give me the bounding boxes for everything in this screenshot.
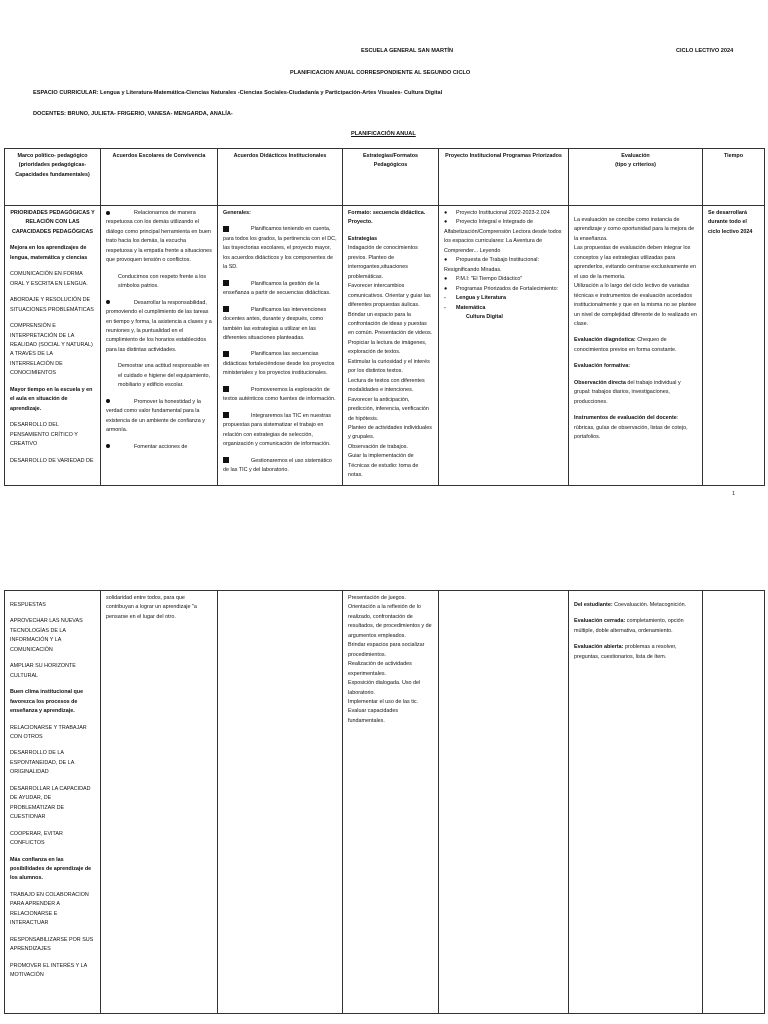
cell-acuerdos-didacticos-cont <box>218 591 343 1014</box>
estrategias-item: Guiar la implementación de Técnicas de estudio: toma de notas. <box>348 453 419 479</box>
estrategias-heading: Estrategias <box>348 235 378 242</box>
bullet-icon <box>106 211 110 215</box>
cell-proyecto <box>439 206 569 486</box>
cell-evaluacion-cont <box>569 591 703 1014</box>
evaluacion-estudiante: Del estudiante: Coevaluación. Metacognición. <box>574 602 687 608</box>
proyecto-item: ● Programas Priorizados de Fortalecimiento: <box>444 285 563 294</box>
didacticos-item: Planificamos las intervenciones docentes antes, durante y después, como también las estrategias a utilizar en las diferentes situaciones planteadas. <box>223 306 327 341</box>
didacticos-item: Planificamos las secuencias didácticas fortaleciéndose desde los proyectos ministeriales y los proyectos institucionales. <box>223 351 335 377</box>
square-bullet-icon <box>223 226 229 232</box>
marco-item: DESARROLLAR LA CAPACIDAD DE AYUDAR, DE PROBLEMATIZAR DE CUESTIONAR <box>10 785 91 821</box>
cell-acuerdos-didacticos <box>218 206 343 486</box>
didacticos-item: Planificamos la gestión de la enseñanza a partir de secuencias didácticas. <box>223 280 331 297</box>
bullet-icon: ● <box>444 276 448 283</box>
marco-item: Buen clima institucional que favorezca los procesos de enseñanza y aprendizaje. <box>10 689 84 715</box>
header-estrategias: Estrategias/Formatos Pedagógicos <box>343 149 439 206</box>
cell-acuerdos-escolares <box>101 206 218 486</box>
cell-marco-cont <box>5 591 101 1014</box>
cell-tiempo-cont <box>703 591 765 1014</box>
estrategias-item: Favorecer la anticipación, predicción, inferencia, verificación de hipótesis. <box>348 396 429 422</box>
didacticos-heading: Generales: <box>223 210 251 216</box>
convivencia-item: Relacionarnos de manera respetuosa con los demás utilizando el diálogo como principal herramienta en buen trato hacia los demás, la escucha respetuosa y la empatía frente a situaciones que provoquen tensión o conflictos. <box>106 210 212 264</box>
estrategias-item: Estimular la curiosidad y el interés por los distintos textos. <box>348 358 430 375</box>
proyecto-item: ● P.M.I: "El Tiempo Didáctico" <box>444 275 563 284</box>
estrategias-item: Favorecer intercambios comunicativos. Orientar y guiar las diferentes propuestas áulicas. <box>348 283 431 309</box>
marco-item: APROVECHAR LAS NUEVAS TECNOLOGÍAS DE LA INFORMACIÓN Y LA COMUNICACIÓN <box>10 618 83 653</box>
header-tiempo: Tiempo <box>703 149 765 206</box>
estrategias-formato: Formato: secuencia didáctica. Proyecto. <box>348 210 426 226</box>
marco-item: DESARROLLO DE VARIEDAD DE <box>10 457 94 464</box>
teachers-line: DOCENTES: BRUNO, JULIETA- FRIGERIO, VANESA- MENGARDA, ANALÍA- <box>33 111 233 117</box>
evaluacion-abierta: Evaluación abierta: problemas a resolver, preguntas, cuestionarios, lista de ítem. <box>574 644 677 660</box>
bullet-icon: ● <box>444 219 448 226</box>
evaluacion-cerrada: Evaluación cerrada: completamiento, opción múltiple, doble alternativa, ordenamiento. <box>574 618 684 634</box>
estrategias-item: Brindar espacios para socializar procedimientos. <box>348 642 425 658</box>
bullet-icon: ● <box>444 210 448 216</box>
square-bullet-icon <box>223 306 229 312</box>
didacticos-item: Integraremos las TIC en nuestras propuestas para sistematizar el trabajo en relación con estrategias de selección, organización y comunicación de información. <box>223 412 331 448</box>
dash-icon: - <box>444 304 446 311</box>
square-bullet-icon <box>223 386 229 392</box>
cell-estrategias-cont <box>343 591 439 1014</box>
estrategias-item: Observación de trabajos. <box>348 443 408 450</box>
convivencia-item: Demostrar una actitud responsable en el cuidado e higiene del equipamiento, mobiliario y edificio escolar. <box>118 363 211 389</box>
cell-evaluacion <box>569 206 703 486</box>
proyecto-item: ● Proyecto Institucional 2022-2023-2.024 <box>444 209 563 218</box>
bullet-icon <box>106 444 110 448</box>
school-name: ESCUELA GENERAL SAN MARTÍN <box>361 48 453 54</box>
cell-proyecto-cont <box>439 591 569 1014</box>
header-evaluacion-label: Evaluación <box>621 153 650 159</box>
estrategias-item: Evaluar capacidades fundamentales. <box>348 708 399 724</box>
marco-item: DESARROLLO DEL PENSAMIENTO CRÍTICO Y CREATIVO <box>10 422 78 448</box>
proyecto-subitem: Cultura Digital <box>466 313 503 320</box>
header-marco: Marco político- pedagógico (prioridades pedagógicas-Capacidades fundamentales) <box>5 149 101 206</box>
planning-table-page1 <box>4 148 765 486</box>
plan-title: PLANIFICACION ANUAL CORRESPONDIENTE AL SEGUNDO CICLO <box>290 70 471 76</box>
header-evaluacion <box>569 149 703 206</box>
marco-item: COMPRENSIÓN E INTERPRETACIÓN DE LA REALIDAD (SOCIAL Y NATURAL) A TRAVÉS DE LA INTERRELACIÓN DE CONOCIMIENTOS <box>10 323 93 377</box>
estrategias-item: Orientación a la reflexión de lo realizado, confrontación de resultados, de procedimientos y de argumentos empleados. <box>348 604 432 639</box>
cell-marco <box>5 206 101 486</box>
planning-table-page2 <box>4 590 765 1014</box>
bullet-icon: ● <box>444 285 448 292</box>
didacticos-item: Gestionaremos el uso sistemático de las TIC y del laboratorio. <box>223 457 332 473</box>
cell-acuerdos-escolares-cont: solidaridad entre todos, para que contribuyan a lograr un aprendizaje "a pensarse en el lugar del otro. <box>101 591 218 1014</box>
didacticos-item: Planificamos teniendo en cuenta, para todos los grados, la pertinencia con el DC, las trayectorias escolares, el proyecto mayor, los acuerdos didácticos y los componentes de la SD. <box>223 226 337 271</box>
evaluacion-text: Las propuestas de evaluación deben integrar los conceptos y las estrategias utilizadas para aprenderlos, evitando centrarse exclusivamente en el uso de la memoria. <box>574 245 696 280</box>
marco-item: PROMOVER EL INTERÉS Y LA MOTIVACIÓN <box>10 962 87 979</box>
evaluacion-text: La evaluación se concibe como instancia de aprendizaje y como oportunidad para la mejora de la enseñanza. <box>574 217 695 242</box>
convivencia-item: Desarrollar la responsabilidad, promoviendo el cumplimiento de las tareas en tiempo y forma, la asistencia a clases y a reuniones y, la puntualidad en el cumplimiento de los horarios establecidos para las distintas actividades. <box>106 299 212 353</box>
header-acuerdos-escolares: Acuerdos Escolares de Convivencia <box>101 149 218 206</box>
convivencia-item: Fomentar acciones de <box>106 443 212 452</box>
proyecto-item: ● Proyecto Integral e Integrado de Alfabetización/Comprensión Lectora desde todos los espacios curriculares: La Aventura de Comprender... Leyendo <box>444 219 562 254</box>
dash-icon: - <box>444 295 446 302</box>
estrategias-item: Implementar el uso de las tic. <box>348 698 419 705</box>
didacticos-item: Promoveremos la exploración de textos auténticos como fuentes de información. <box>223 386 336 403</box>
header-acuerdos-didacticos: Acuerdos Didácticos Institucionales <box>218 149 343 206</box>
marco-item: Mejora en los aprendizajes de lengua, matemática y ciencias <box>10 245 88 261</box>
bullet-icon: ● <box>444 257 448 264</box>
page-number: 1 <box>732 491 735 497</box>
marco-item: AMPLIAR SU HORIZONTE CULTURAL <box>10 663 76 679</box>
cell-tiempo: Se desarrollará durante todo el ciclo lectivo 2024 <box>703 206 765 486</box>
evaluacion-instrumentos: Instrumentos de evaluación del docente: rúbricas, guías de observación, listas de cotejo, portafolios. <box>574 415 688 441</box>
cell-estrategias <box>343 206 439 486</box>
square-bullet-icon <box>223 351 229 357</box>
square-bullet-icon <box>223 412 229 418</box>
marco-item: COOPERAR, EVITAR CONFLICTOS <box>10 830 63 847</box>
estrategias-item: Brindar un espacio para la confrontación de ideas y puestas en común. Presentación de videos. <box>348 311 433 337</box>
estrategias-item: Exposición dialogada. Uso del laboratorio. <box>348 680 421 696</box>
bullet-icon <box>106 300 110 304</box>
marco-item: TRABAJO EN COLABORACION PARA APRENDER A RELACIONARSE E INTERACTUAR <box>10 891 89 927</box>
marco-item: DESARROLLO DE LA ESPONTANEIDAD, DE LA ORIGINALIDAD <box>10 750 75 776</box>
evaluacion-observacion: Observación directa del trabajo individual y grupal: trabajos diarios, investigaciones, producciones. <box>574 379 681 405</box>
square-bullet-icon <box>223 280 229 286</box>
school-cycle: CICLO LECTIVO 2024 <box>676 48 734 54</box>
proyecto-subitem: - Matemática <box>444 304 563 313</box>
convivencia-item: Promover la honestidad y la verdad como valor fundamental para la existencia de un ambiente de confianza y armonía. <box>106 398 205 434</box>
marco-item: RELACIONARSE Y TRABAJAR CON OTROS <box>10 724 87 740</box>
estrategias-item: Planteo de actividades individuales y grupales. <box>348 424 432 441</box>
convivencia-item: Conducirnos con respeto frente a los símbolos patrios. <box>118 273 207 290</box>
marco-item: ABORDAJE Y RESOLUCIÓN DE SITUACIONES PROBLEMÁTICAS <box>10 297 94 313</box>
proyecto-item: ● Propuesta de Trabajo Institucional: Resignificando Miradas. <box>444 257 540 273</box>
marco-heading: PRIORIDADES PEDAGÓGICAS Y RELACIÓN CON LAS CAPACIDADES PEDAGÓGICAS <box>10 210 95 235</box>
evaluacion-formativa: Evaluación formativa: <box>574 363 631 370</box>
estrategias-item: Presentación de juegos. <box>348 595 406 601</box>
proyecto-subitem: - Lengua y Literatura <box>444 294 563 303</box>
curricular-space: ESPACIO CURRICULAR: Lengua y Literatura-Matemática-Ciencias Naturales -Ciencias Sociales-Ciudadanía y Participación-Artes Visuales- Cultura Digital <box>33 90 443 96</box>
estrategias-item: Lectura de textos con diferentes modalidades e intenciones. <box>348 377 425 394</box>
marco-item: RESPONSABILIZARSE POR SUS APRENDIZAJES <box>10 936 94 953</box>
marco-item: Mayor tiempo en la escuela y en el aula en situación de aprendizaje. <box>10 386 93 412</box>
header-proyecto: Proyecto Institucional Programas Priorizados <box>439 149 569 206</box>
header-evaluacion-sub: (tipo y criterios) <box>615 162 656 169</box>
marco-item: COMUNICACIÓN EN FORMA ORAL Y ESCRITA EN LENGUA. <box>10 271 88 287</box>
evaluacion-text: Utilización a lo largo del ciclo lectivo de variadas técnicas e instrumentos de evaluación acordados institucionalmente y que en la misma no se plantee un nivel de complejidad diferente de lo realizado en clase. <box>574 283 697 327</box>
estrategias-item: Propiciar la lectura de imágenes, exploración de textos. <box>348 339 427 356</box>
bullet-icon <box>106 399 110 403</box>
marco-item: RESPUESTAS <box>10 602 46 608</box>
evaluacion-diagnostica: Evaluación diagnóstica: Chequeo de conocimientos previos en forma constante. <box>574 337 677 353</box>
section-title: PLANIFICACIÓN ANUAL <box>351 131 416 137</box>
estrategias-item: Indagación de conocimientos previos. Planteo de interrogantes,situaciones problemáticas. <box>348 245 418 280</box>
estrategias-item: Realización de actividades experimentales. <box>348 661 412 677</box>
marco-item: Más confianza en las posibilidades de aprendizaje de los alumnos. <box>10 856 92 882</box>
square-bullet-icon <box>223 457 229 463</box>
